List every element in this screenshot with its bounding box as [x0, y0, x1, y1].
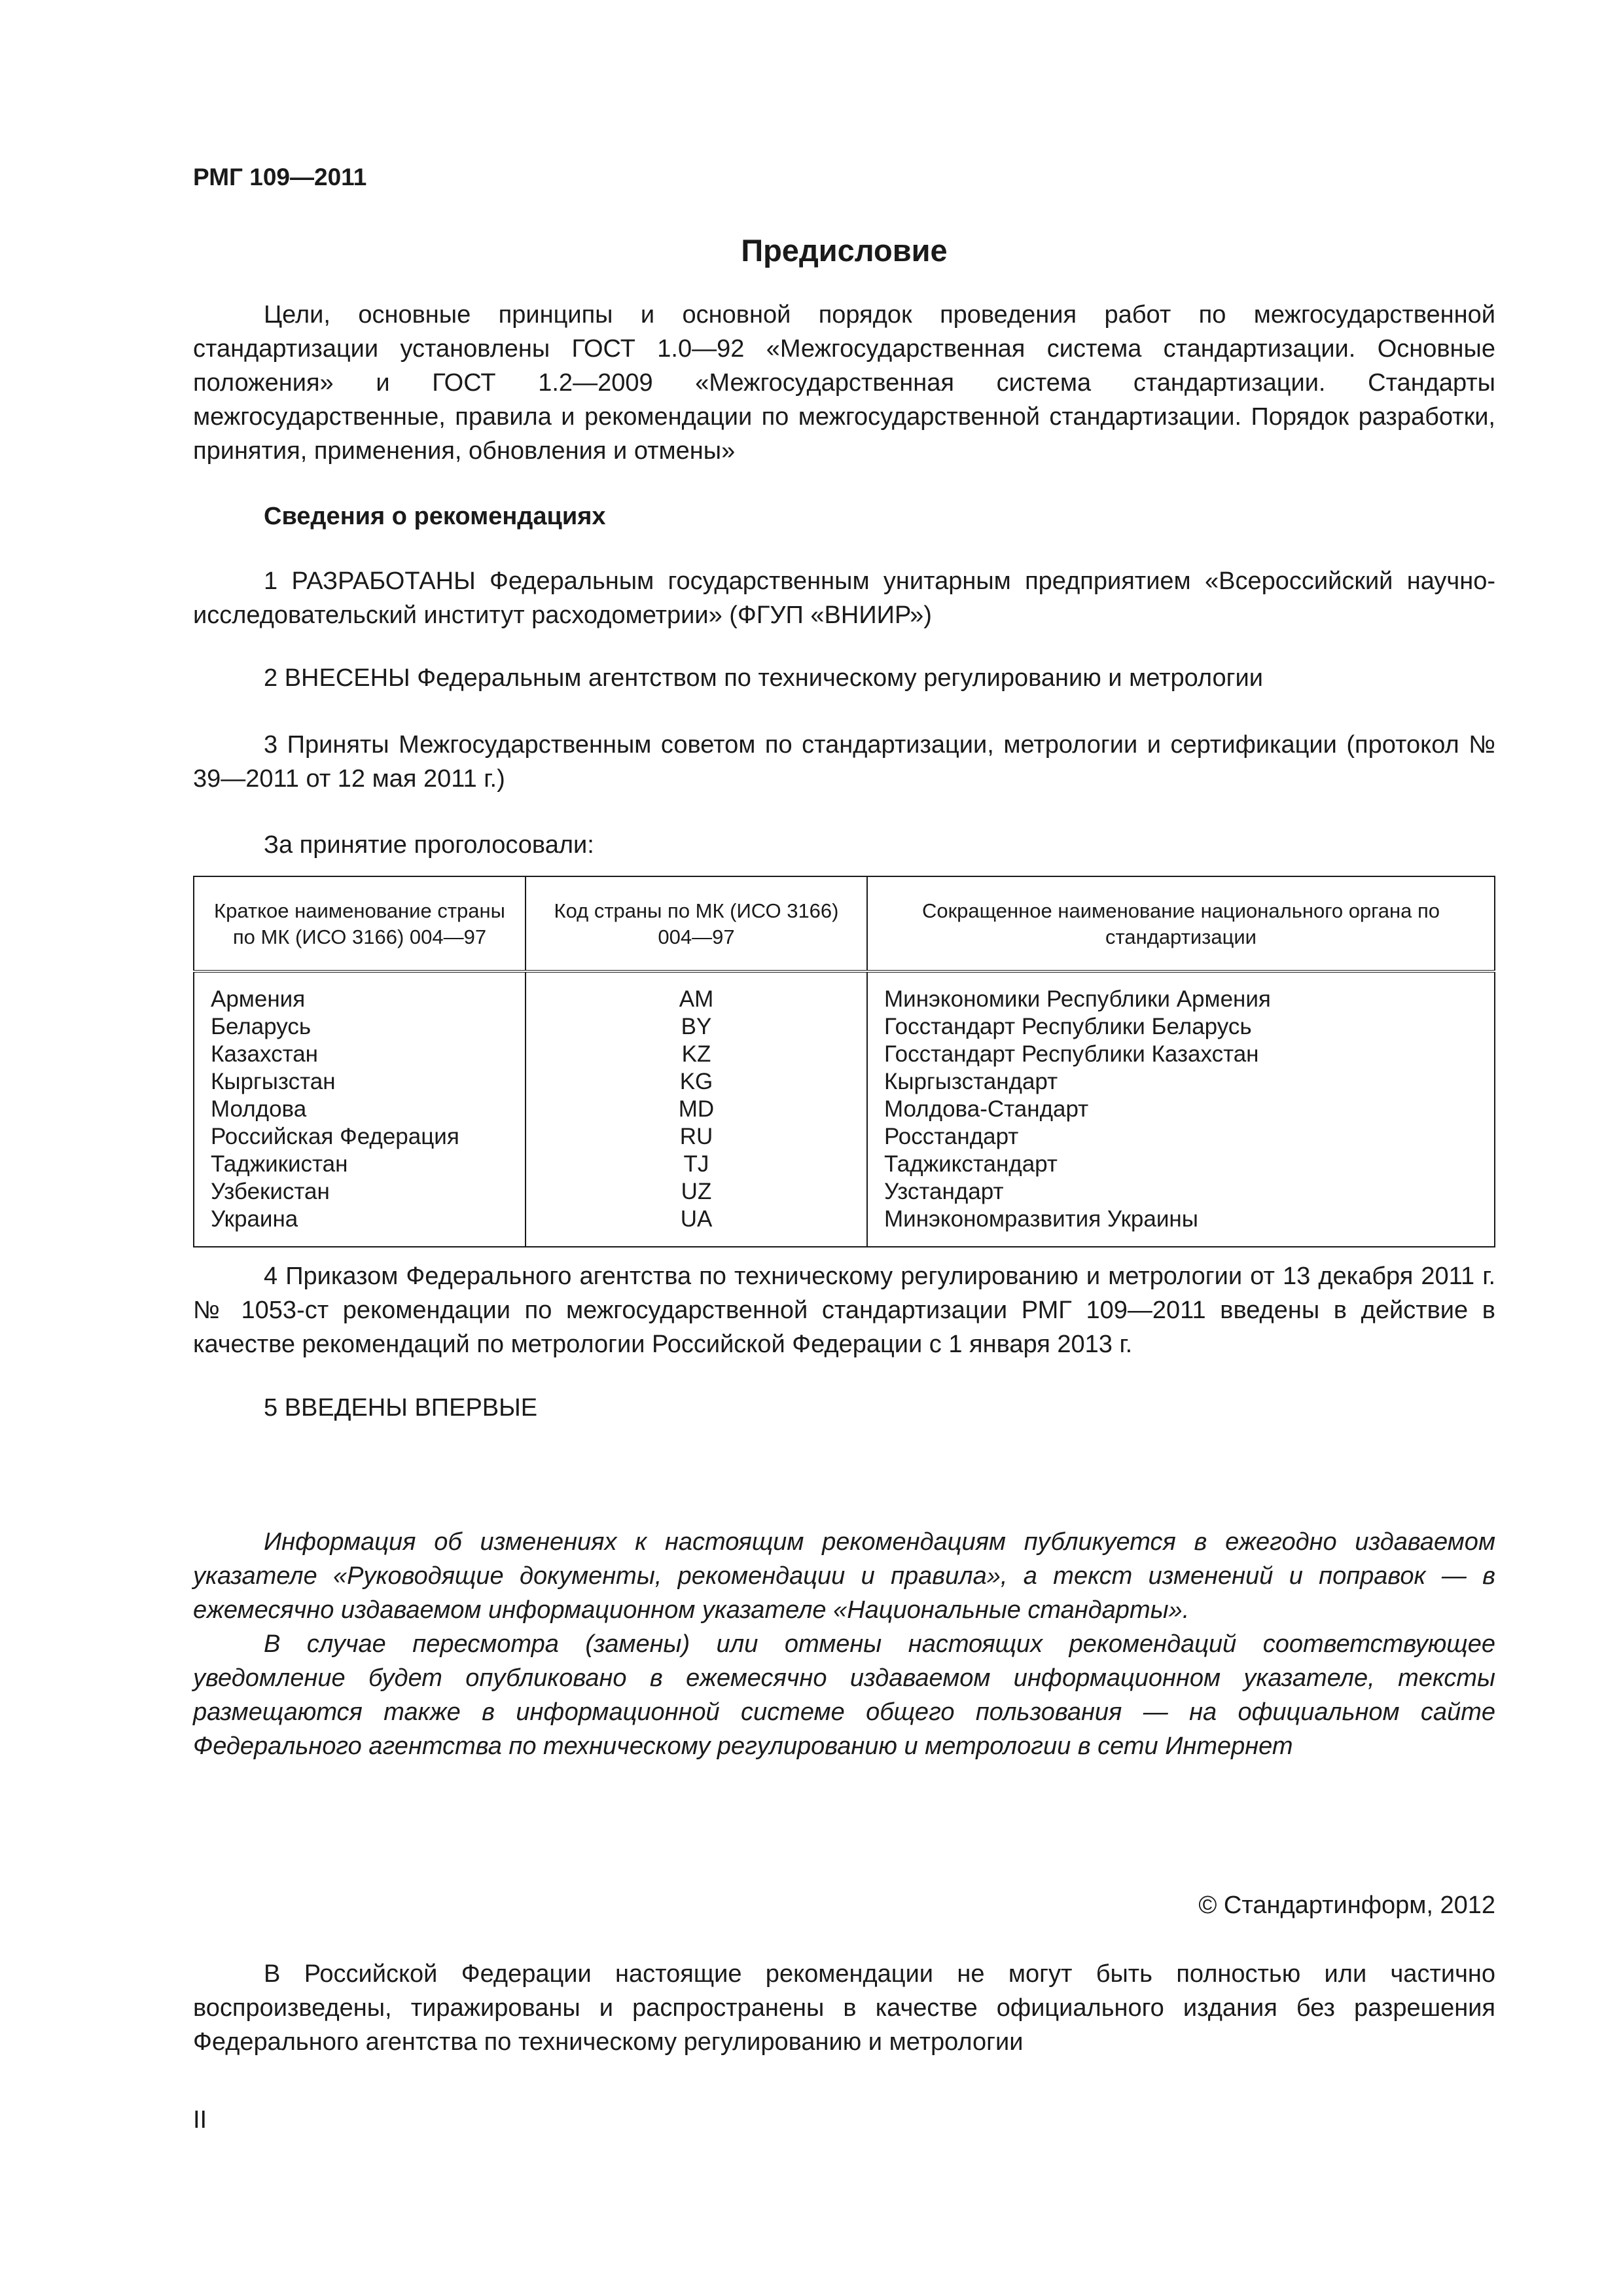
code-cell: AM: [526, 971, 867, 1013]
code-cell: UZ: [526, 1178, 867, 1206]
body-cell: Росстандарт: [884, 1124, 1019, 1149]
item-adopted: 3 Приняты Межгосударственным советом по стандартизации, метрологии и сертификации (протокол № 39—2011 от 12 мая 2011 г.): [193, 731, 1495, 793]
item-first-introduced: 5 ВВЕДЕНЫ ВПЕРВЫЕ: [264, 1394, 538, 1422]
table-header-row: [194, 876, 1495, 971]
code-cell: MD: [526, 1096, 867, 1123]
table-row: [194, 1096, 1495, 1123]
table-row: [194, 1123, 1495, 1151]
body-cell: Минэкономики Республики Армения: [884, 986, 1271, 1012]
column-header-body: Сокращенное наименование национального органа по стандартизации: [867, 876, 1495, 971]
table-row: [194, 1206, 1495, 1247]
table-row: [194, 1151, 1495, 1178]
table-row: [194, 1068, 1495, 1096]
votes-table: [193, 876, 1495, 1247]
code-cell: KG: [526, 1068, 867, 1096]
body-cell: Кыргызстандарт: [884, 1069, 1058, 1094]
notice-paragraph-revision: В случае пересмотра (замены) или отмены настоящих рекомендаций соответствующее уведомление будет опубликовано в ежемесячно издаваемом информационном указателе, тексты размещаются также в информационной системе общего пользования — на официальном сайте Федерального агентства по техническому регулированию и метрологии в сети Интернет: [193, 1630, 1495, 1760]
item-developed: 1 РАЗРАБОТАНЫ Федеральным государственным унитарным предприятием «Всероссийский научно-исследовательский институт расходометрии» (ФГУП «ВНИИР»): [193, 567, 1495, 629]
column-header-country: Краткое наименование страны по МК (ИСО 3166) 004—97: [194, 876, 526, 971]
item-submitted: 2 ВНЕСЕНЫ Федеральным агентством по техническому регулированию и метрологии: [264, 664, 1263, 692]
code-cell: BY: [526, 1013, 867, 1041]
item-enacted: 4 Приказом Федерального агентства по техническому регулированию и метрологии от 13 декабря 2011 г. № 1053-ст рекомендации по межгосударственной стандартизации РМГ 109—2011 введены в действие в качестве рекомендаций по метрологии Российской Федерации с 1 января 2013 г.: [193, 1263, 1495, 1358]
section-heading: Сведения о рекомендациях: [264, 503, 606, 530]
document-code: РМГ 109—2011: [193, 164, 367, 190]
table-row: [194, 971, 1495, 1013]
notice-paragraph-changes: Информация об изменениях к настоящим рекомендациям публикуется в ежегодно издаваемом указателе «Руководящие документы, рекомендации и правила», а текст изменений и поправок — в ежемесячно издаваемом информационном указателе «Национальные стандарты».: [193, 1528, 1495, 1624]
votes-label: За принятие проголосовали:: [264, 831, 594, 859]
table-row: [194, 1013, 1495, 1041]
country-cell: Российская Федерация: [194, 1123, 526, 1151]
country-cell: Беларусь: [194, 1013, 526, 1041]
page-number: II: [193, 2106, 207, 2134]
rights-paragraph: В Российской Федерации настоящие рекомендации не могут быть полностью или частично воспроизведены, тиражированы и распространены в качестве официального издания без разрешения Федерального агентства по техническому регулированию и метрологии: [193, 1960, 1495, 2056]
body-cell: Минэкономразвития Украины: [884, 1206, 1198, 1232]
column-header-code: Код страны по МК (ИСО 3166) 004—97: [526, 876, 867, 971]
table-row: [194, 1178, 1495, 1206]
body-cell: Госстандарт Республики Беларусь: [884, 1014, 1252, 1039]
country-cell: Таджикистан: [194, 1151, 526, 1178]
intro-paragraph: Цели, основные принципы и основной порядок проведения работ по межгосударственной стандартизации установлены ГОСТ 1.0—92 «Межгосударственная система стандартизации. Основные положения» и ГОСТ 1.2—2009 «Межгосударственная система стандартизации. Стандарты межгосударственные, правила и рекомендации по межгосударственной стандартизации. Порядок разработки, принятия, применения, обновления и отмены»: [193, 301, 1495, 465]
code-cell: RU: [526, 1123, 867, 1151]
body-cell: Таджикстандарт: [884, 1151, 1058, 1177]
country-cell: Казахстан: [194, 1041, 526, 1068]
body-cell: Молдова-Стандарт: [884, 1096, 1089, 1122]
body-cell: Узстандарт: [884, 1179, 1004, 1204]
country-cell: Армения: [194, 971, 526, 1013]
code-cell: KZ: [526, 1041, 867, 1068]
page-title: Предисловие: [741, 233, 948, 268]
country-cell: Кыргызстан: [194, 1068, 526, 1096]
country-cell: Украина: [194, 1206, 526, 1247]
copyright-notice: © Стандартинформ, 2012: [1198, 1892, 1495, 1919]
country-cell: Молдова: [194, 1096, 526, 1123]
country-cell: Узбекистан: [194, 1178, 526, 1206]
table-row: [194, 1041, 1495, 1068]
code-cell: TJ: [526, 1151, 867, 1178]
body-cell: Госстандарт Республики Казахстан: [884, 1041, 1259, 1067]
code-cell: UA: [526, 1206, 867, 1247]
